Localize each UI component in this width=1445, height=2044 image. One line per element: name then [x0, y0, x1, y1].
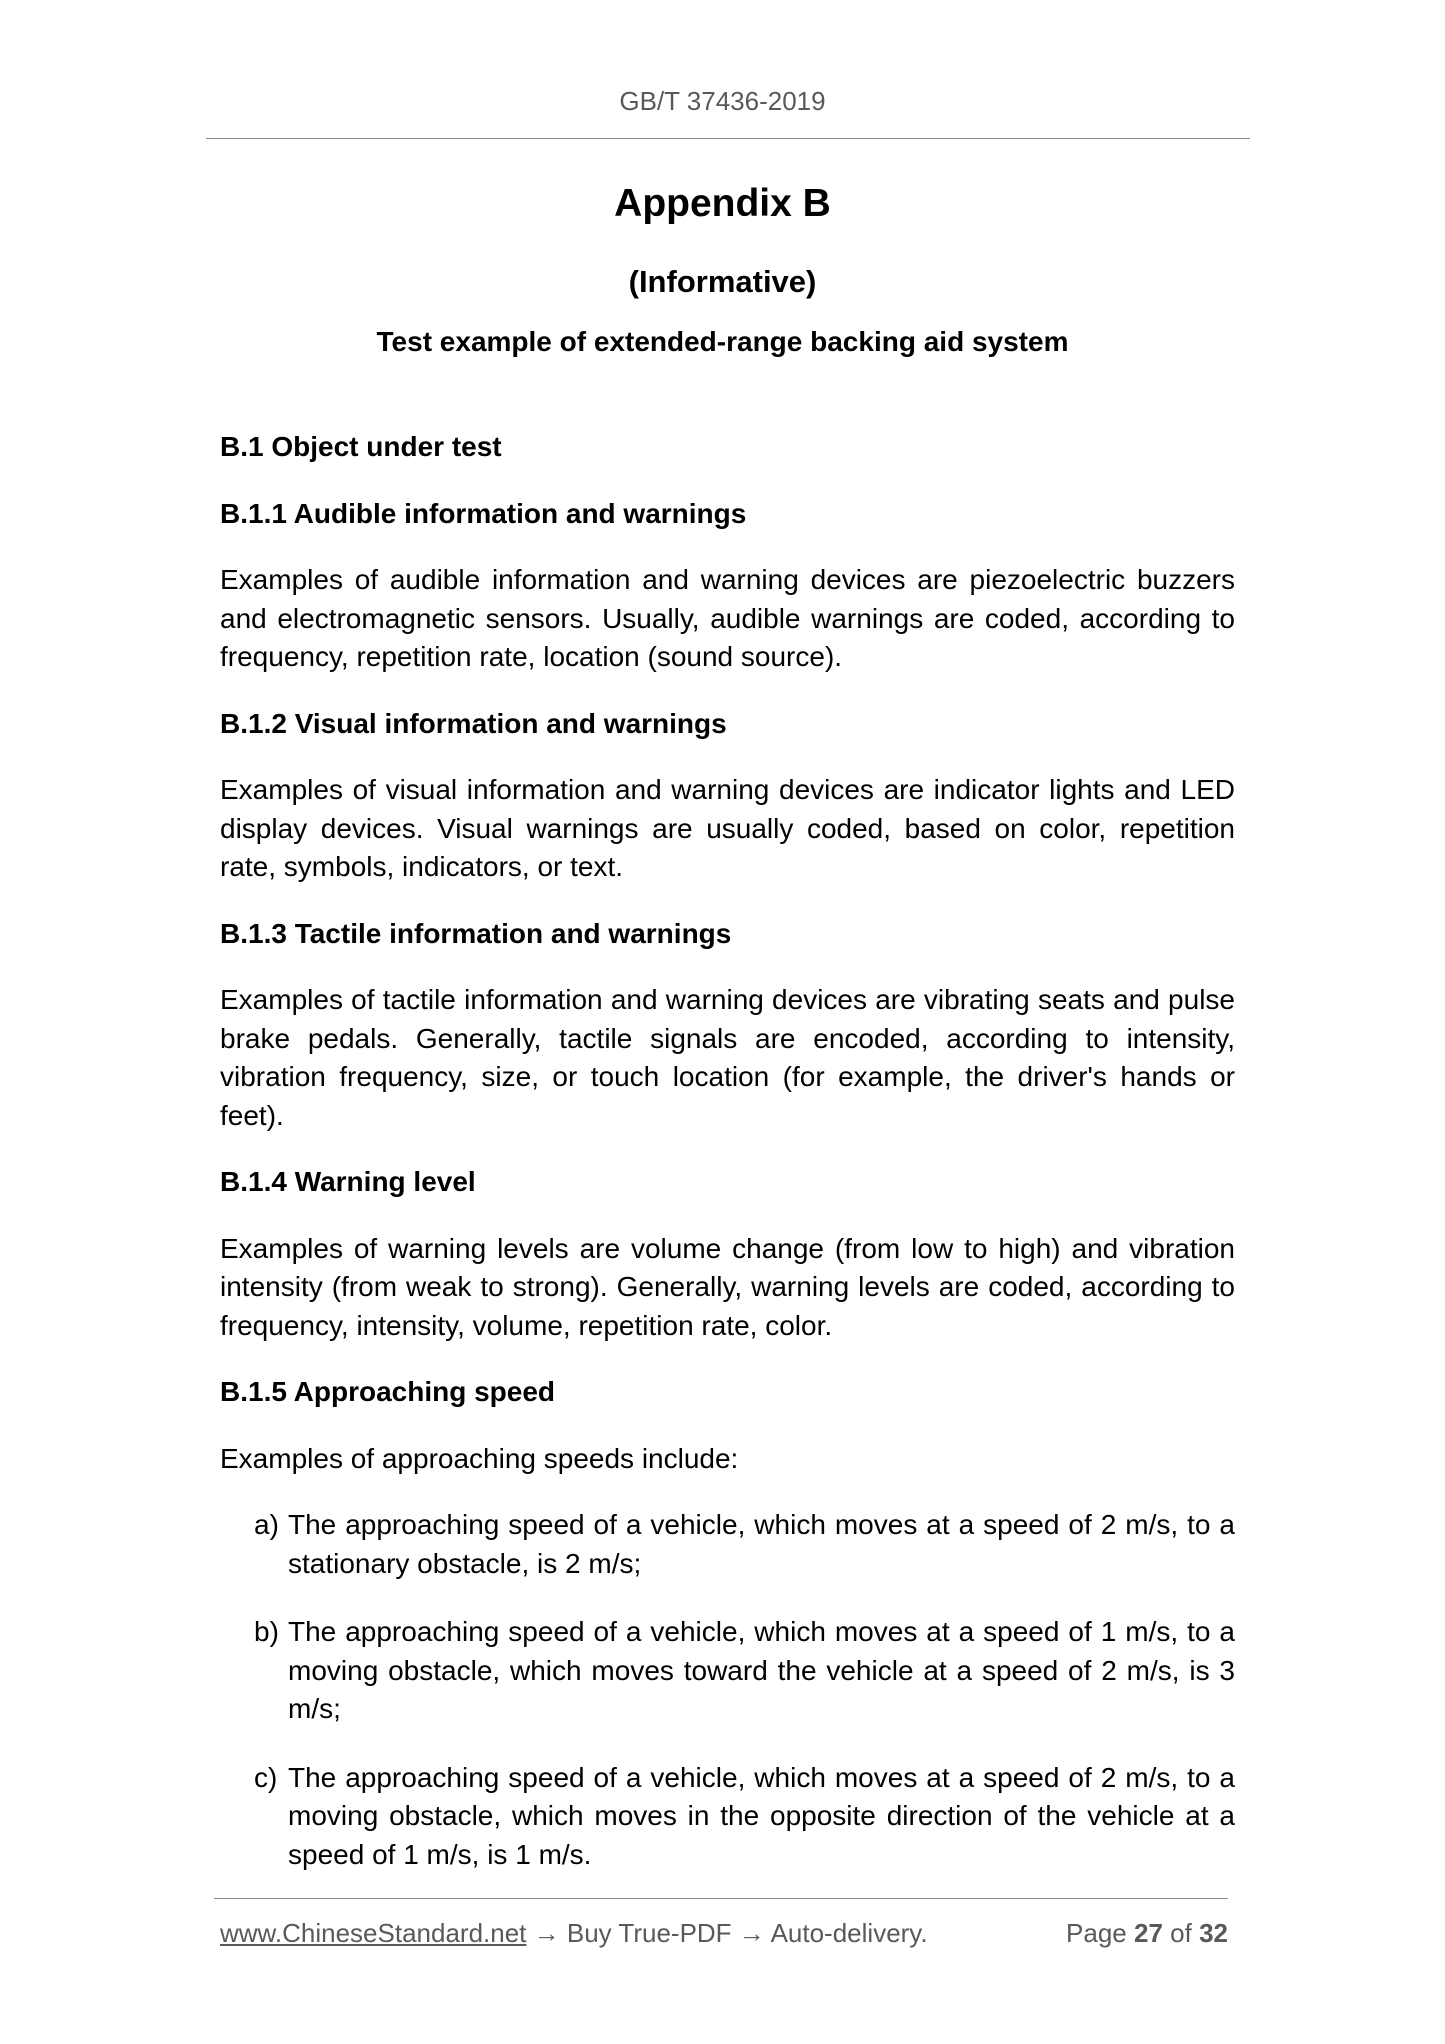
section-text-b1-5: Examples of approaching speeds include: — [220, 1442, 739, 1474]
section-text-b1-1: Examples of audible information and warning devices are piezoelectric buzzers and electromagnetic sensors. Usually, audible warnings are coded, according to frequency, repetition rate, location (sound source). — [220, 564, 1235, 672]
section-heading-b1-2: B.1.2 Visual information and warnings — [220, 707, 727, 739]
page-number — [1066, 1918, 1228, 1949]
total-pages: 32 — [1199, 1918, 1228, 1948]
section-text-b1-3: Examples of tactile information and warning devices are vibrating seats and pulse brake pedals. Generally, tactile signals are encoded, according to intensity, vibration frequency, size, or touch location (for example, the driver's hands or feet). — [220, 984, 1235, 1131]
page-label: Page — [1066, 1918, 1127, 1948]
section-heading-b1-1: B.1.1 Audible information and warnings — [220, 497, 747, 529]
appendix-title: Appendix B — [614, 182, 831, 225]
section-heading-b1-5: B.1.5 Approaching speed — [220, 1376, 556, 1407]
standard-code: GB/T 37436-2019 — [619, 86, 826, 116]
list-item-text: The approaching speed of a vehicle, which moves at a speed of 1 m/s, to a moving obstacle, which moves toward the vehicle at a speed of 2 m/s, is 3 m/s; — [288, 1616, 1235, 1724]
list-item-text: The approaching speed of a vehicle, which moves at a speed of 2 m/s, to a stationary obstacle, is 2 m/s; — [288, 1509, 1235, 1579]
list-marker: b) — [254, 1616, 279, 1647]
list-marker: a) — [254, 1509, 279, 1540]
section-heading-b1-3: B.1.3 Tactile information and warnings — [220, 917, 732, 949]
appendix-type: (Informative) — [628, 264, 817, 299]
approaching-speed-list — [220, 1506, 1235, 1874]
section-heading-b1: B.1 Object under test — [220, 431, 502, 462]
header-divider — [206, 138, 1250, 139]
list-item-text: The approaching speed of a vehicle, which moves at a speed of 2 m/s, to a moving obstacle, which moves in the opposite direction of the vehicle at a speed of 1 m/s, is 1 m/s. — [288, 1761, 1235, 1870]
website-link[interactable]: www.ChineseStandard.net — [220, 1918, 527, 1948]
footer-divider — [214, 1898, 1228, 1899]
appendix-subtitle: Test example of extended-range backing aid system — [376, 326, 1069, 357]
current-page: 27 — [1134, 1918, 1163, 1948]
footer-promo-text: → Buy True-PDF → Auto-delivery. — [526, 1918, 928, 1948]
list-item — [254, 1506, 1235, 1583]
section-text-b1-2: Examples of visual information and warning devices are indicator lights and LED display devices. Visual warnings are usually coded, based on color, repetition rate, symbols, indicators, or text. — [220, 774, 1235, 882]
page-of-label: of — [1170, 1918, 1192, 1948]
document-body — [220, 428, 1235, 1904]
list-marker: c) — [254, 1761, 278, 1793]
list-item — [254, 1759, 1235, 1875]
section-heading-b1-4: B.1.4 Warning level — [220, 1166, 476, 1197]
section-text-b1-4: Examples of warning levels are volume change (from low to high) and vibration intensity (from weak to strong). Generally, warning levels are coded, according to frequency, intensity, volume, repetition rate, color. — [220, 1232, 1235, 1341]
footer-promo — [220, 1918, 928, 1949]
list-item — [254, 1613, 1235, 1729]
